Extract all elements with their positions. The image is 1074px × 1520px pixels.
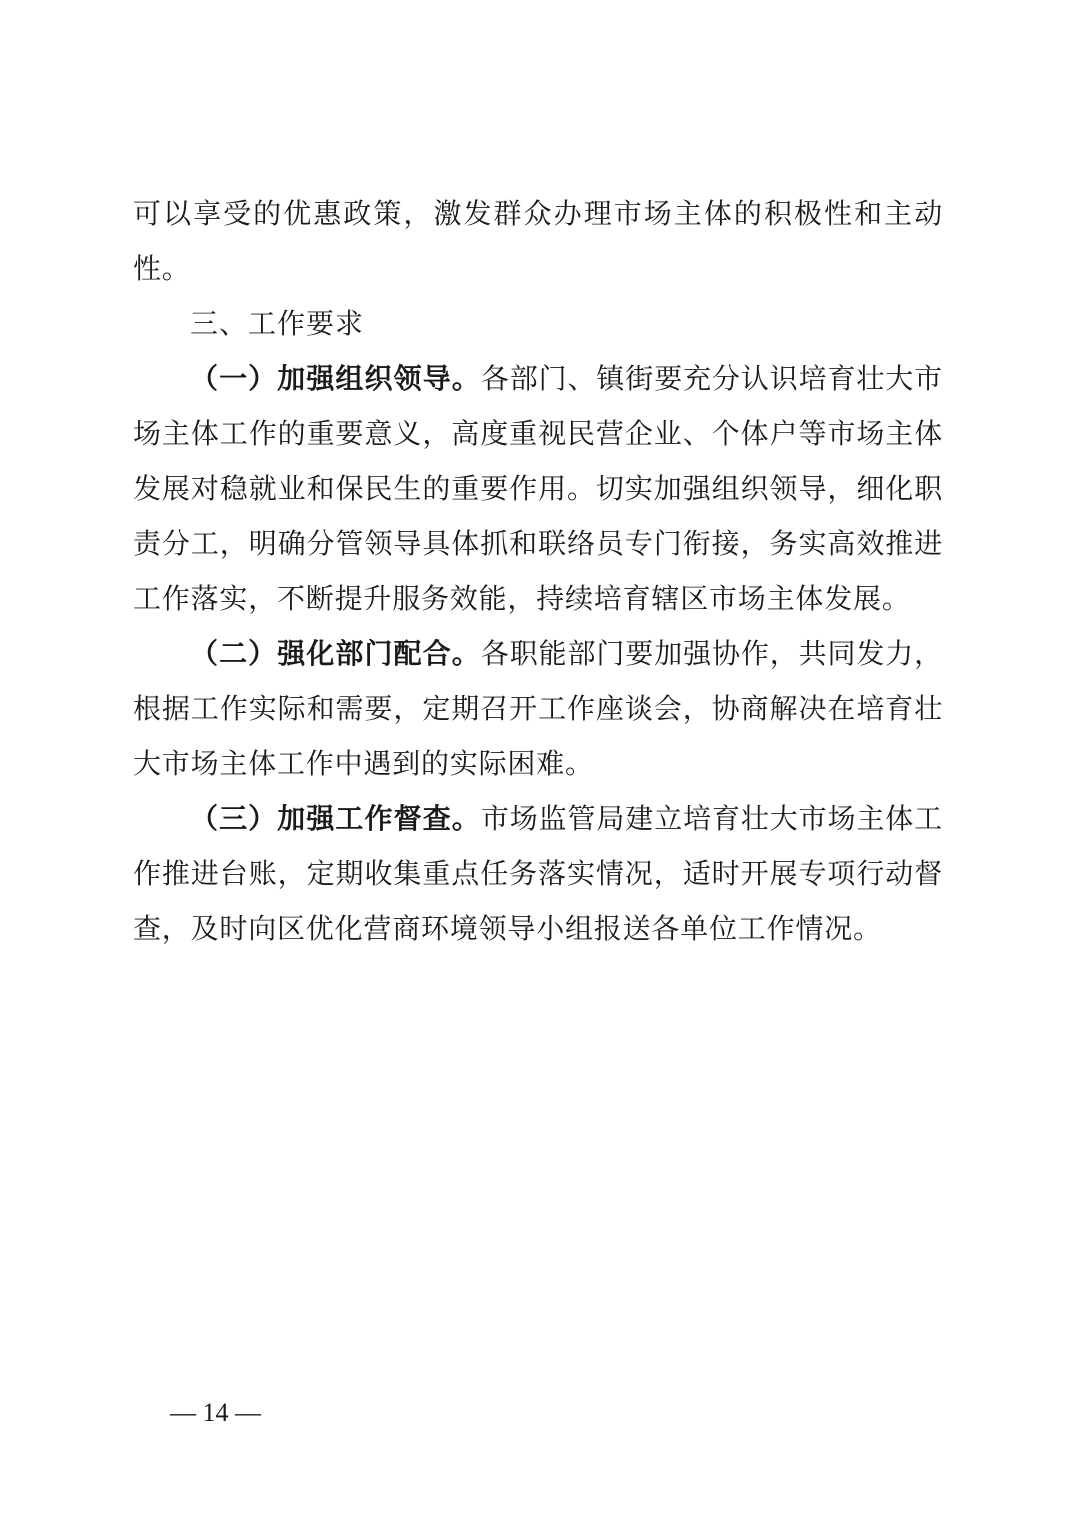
section-heading: 三、工作要求 (190, 307, 365, 340)
requirement-paragraph-2 (133, 626, 943, 791)
requirement-paragraph-1 (133, 351, 943, 626)
paragraph-text-1: 各部门、镇街要充分认识培育壮大市场主体工作的重要意义，高度重视民营企业、个体户等市场主体发展对稳就业和保民生的重要作用。切实加强组织领导，细化职责分工，明确分管领导具体抓和联络员专门衔接，务实高效推进工作落实，不断提升服务效能，持续培育辖区市场主体发展。 (133, 362, 943, 615)
paragraph-lead-2: （二）强化部门配合。 (190, 637, 481, 670)
paragraph-text-2: 各职能部门要加强协作，共同发力，根据工作实际和需要，定期召开工作座谈会，协商解决在培育壮大市场主体工作中遇到的实际困难。 (133, 637, 943, 780)
requirement-paragraph-3 (133, 791, 943, 956)
continuation-paragraph: 可以享受的优惠政策，激发群众办理市场主体的积极性和主动性。 (133, 197, 943, 285)
paragraph-text-3: 市场监管局建立培育壮大市场主体工作推进台账，定期收集重点任务落实情况，适时开展专项行动督查，及时向区优化营商环境领导小组报送各单位工作情况。 (133, 802, 943, 945)
page-number: — 14 — (170, 1398, 261, 1427)
document-body (133, 186, 943, 956)
paragraph-lead-3: （三）加强工作督查。 (190, 802, 481, 835)
paragraph-lead-1: （一）加强组织领导。 (190, 362, 481, 395)
